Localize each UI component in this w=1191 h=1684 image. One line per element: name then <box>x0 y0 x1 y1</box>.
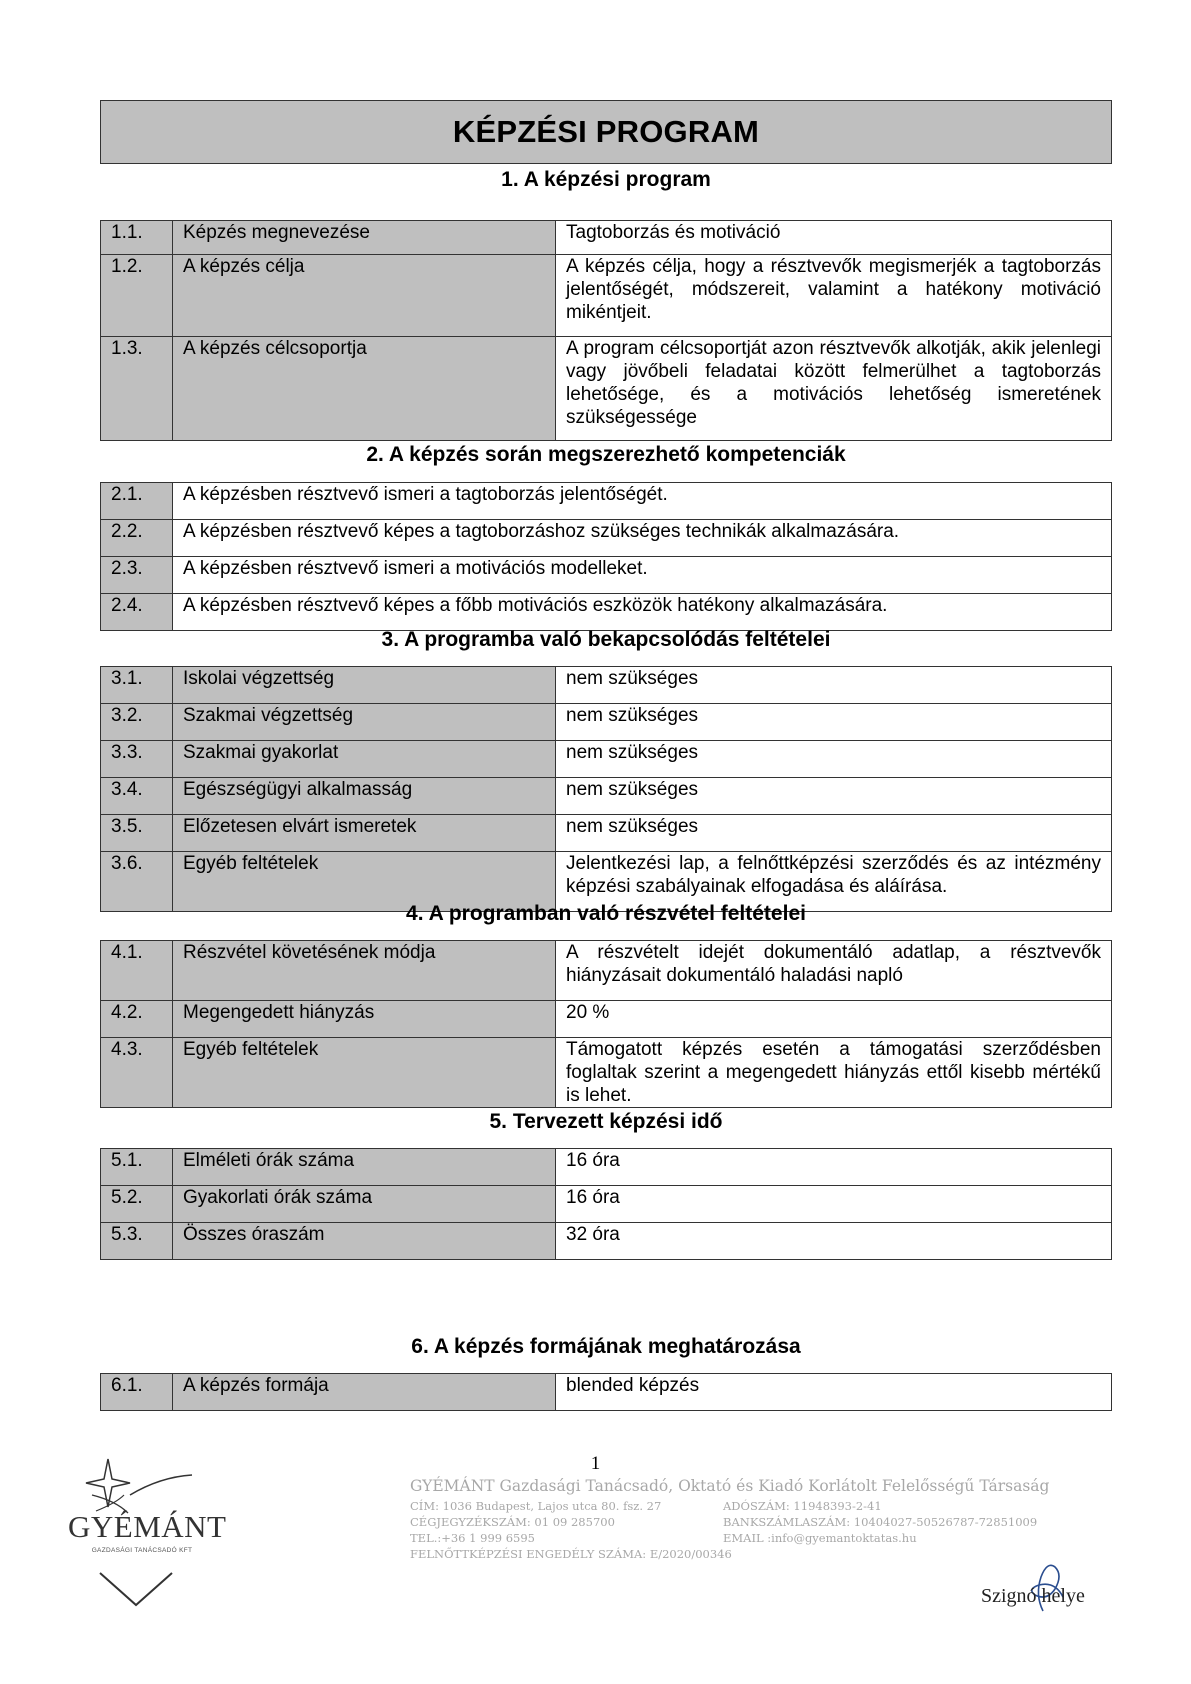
section-5-heading: 5. Tervezett képzési idő <box>489 1110 723 1133</box>
row-number: 3.4. <box>101 778 173 815</box>
row-number: 4.3. <box>101 1038 173 1108</box>
row-number: 3.6. <box>101 852 173 912</box>
footer-registry: CÉGJEGYZÉKSZÁM: 01 09 285700 <box>410 1515 615 1529</box>
section-6-heading: 6. A képzés formájának meghatározása <box>411 1335 801 1358</box>
row-label: Képzés megnevezése <box>173 221 556 255</box>
row-value: nem szükséges <box>556 815 1112 852</box>
row-label: Összes óraszám <box>173 1223 556 1260</box>
row-label: A képzés formája <box>173 1374 556 1411</box>
table-row <box>101 1374 1112 1411</box>
footer-email: EMAIL :info@gyemantoktatas.hu <box>723 1531 917 1545</box>
document-title: KÉPZÉSI PROGRAM <box>100 100 1112 164</box>
competency-text: A képzésben résztvevő képes a tagtoborzáshoz szükséges technikák alkalmazására. <box>173 520 1112 557</box>
table-row <box>101 941 1112 1001</box>
section-6-table <box>100 1373 1112 1411</box>
row-number: 2.3. <box>101 557 173 594</box>
footer-address: CÍM: 1036 Budapest, Lajos utca 80. fsz. 27 <box>410 1499 662 1513</box>
row-label: A képzés célcsoportja <box>173 337 556 441</box>
table-row <box>101 741 1112 778</box>
table-row <box>101 815 1112 852</box>
table-row <box>101 704 1112 741</box>
row-number: 5.2. <box>101 1186 173 1223</box>
table-row <box>101 1223 1112 1260</box>
row-value: blended képzés <box>556 1374 1112 1411</box>
table-row <box>101 594 1112 631</box>
row-number: 1.1. <box>101 221 173 255</box>
row-label: Megengedett hiányzás <box>173 1001 556 1038</box>
row-number: 3.1. <box>101 667 173 704</box>
table-row <box>101 1001 1112 1038</box>
row-label: Előzetesen elvárt ismeretek <box>173 815 556 852</box>
row-number: 3.3. <box>101 741 173 778</box>
footer-phone: TEL.:+36 1 999 6595 <box>410 1531 536 1545</box>
table-row <box>101 221 1112 255</box>
footer-company: GYÉMÁNT Gazdasági Tanácsadó, Oktató és Kiadó Korlátolt Felelősségű Társaság <box>410 1477 1050 1495</box>
row-number: 4.2. <box>101 1001 173 1038</box>
row-number: 3.5. <box>101 815 173 852</box>
row-value: A képzés célja, hogy a résztvevők megismerjék a tagtoborzás jelentőségét, módszereit, valamint a hatékony motiváció mikéntjeit. <box>556 255 1112 337</box>
row-number: 2.1. <box>101 483 173 520</box>
section-1-heading: 1. A képzési program <box>501 168 711 191</box>
row-value: nem szükséges <box>556 778 1112 815</box>
row-value: 20 % <box>556 1001 1112 1038</box>
row-number: 1.3. <box>101 337 173 441</box>
row-value: 16 óra <box>556 1149 1112 1186</box>
row-value: nem szükséges <box>556 667 1112 704</box>
row-number: 1.2. <box>101 255 173 337</box>
signature-area <box>975 1555 1115 1615</box>
row-number: 2.2. <box>101 520 173 557</box>
table-row <box>101 1186 1112 1223</box>
section-3-table <box>100 666 1112 912</box>
table-row <box>101 520 1112 557</box>
row-value: 32 óra <box>556 1223 1112 1260</box>
row-number: 3.2. <box>101 704 173 741</box>
row-label: Iskolai végzettség <box>173 667 556 704</box>
row-number: 5.1. <box>101 1149 173 1186</box>
table-row <box>101 778 1112 815</box>
section-3-heading: 3. A programba való bekapcsolódás feltételei <box>381 628 831 651</box>
footer <box>410 1477 1049 1562</box>
footer-bank-account: BANKSZÁMLASZÁM: 10404027-50526787-72851009 <box>723 1515 1038 1529</box>
row-value: Támogatott képzés esetén a támogatási szerződésben foglaltak szerint a megengedett hiányzás ettől kisebb mértékű is lehet. <box>556 1038 1112 1108</box>
section-2-heading: 2. A képzés során megszerezhető kompetenciák <box>366 443 846 466</box>
signature-label: Szignó helye <box>981 1585 1085 1607</box>
page-number: 1 <box>590 1453 601 1474</box>
row-value: A program célcsoportját azon résztvevők alkotják, akik jelenlegi vagy jövőbeli feladatai között felmerülhet a tagtoborzás lehetősége, és a motivációs lehetőség ismeretének szükségessége <box>556 337 1112 441</box>
row-number: 4.1. <box>101 941 173 1001</box>
table-row <box>101 1038 1112 1108</box>
row-label: Elméleti órák száma <box>173 1149 556 1186</box>
competency-text: A képzésben résztvevő képes a főbb motivációs eszközök hatékony alkalmazására. <box>173 594 1112 631</box>
row-label: Gyakorlati órák száma <box>173 1186 556 1223</box>
row-label: Egészségügyi alkalmasság <box>173 778 556 815</box>
row-value: nem szükséges <box>556 741 1112 778</box>
row-label: Egyéb feltételek <box>173 1038 556 1108</box>
table-row <box>101 667 1112 704</box>
row-label: A képzés célja <box>173 255 556 337</box>
competency-text: A képzésben résztvevő ismeri a motivációs modelleket. <box>173 557 1112 594</box>
row-label: Szakmai gyakorlat <box>173 741 556 778</box>
row-value: Jelentkezési lap, a felnőttképzési szerződés és az intézmény képzési szabályainak elfogadása és aláírása. <box>556 852 1112 912</box>
section-4-heading: 4. A programban való részvétel feltételei <box>406 902 806 925</box>
row-number: 5.3. <box>101 1223 173 1260</box>
competency-text: A képzésben résztvevő ismeri a tagtoborzás jelentőségét. <box>173 483 1112 520</box>
footer-license: FELNŐTTKÉPZÉSI ENGEDÉLY SZÁMA: E/2020/00346 <box>410 1547 732 1561</box>
logo-name: GYÉMÁNT <box>68 1509 227 1544</box>
section-5-table <box>100 1148 1112 1260</box>
section-2-table <box>100 482 1112 631</box>
row-value: A részvételt idejét dokumentáló adatlap, a résztvevők hiányzásait dokumentáló haladási napló <box>556 941 1112 1001</box>
table-row <box>101 337 1112 441</box>
row-value: nem szükséges <box>556 704 1112 741</box>
section-4-table <box>100 940 1112 1108</box>
company-logo <box>68 1455 227 1615</box>
table-row <box>101 557 1112 594</box>
row-label: Egyéb feltételek <box>173 852 556 912</box>
table-row <box>101 255 1112 337</box>
row-number: 6.1. <box>101 1374 173 1411</box>
logo-subtitle: GAZDASÁGI TANÁCSADÓ KFT <box>91 1547 193 1554</box>
footer-tax-number: ADÓSZÁM: 11948393-2-41 <box>723 1499 882 1513</box>
table-row <box>101 483 1112 520</box>
row-value: 16 óra <box>556 1186 1112 1223</box>
row-value: Tagtoborzás és motiváció <box>556 221 1112 255</box>
row-label: Szakmai végzettség <box>173 704 556 741</box>
table-row <box>101 1149 1112 1186</box>
row-number: 2.4. <box>101 594 173 631</box>
row-label: Részvétel követésének módja <box>173 941 556 1001</box>
section-1-table <box>100 220 1112 441</box>
